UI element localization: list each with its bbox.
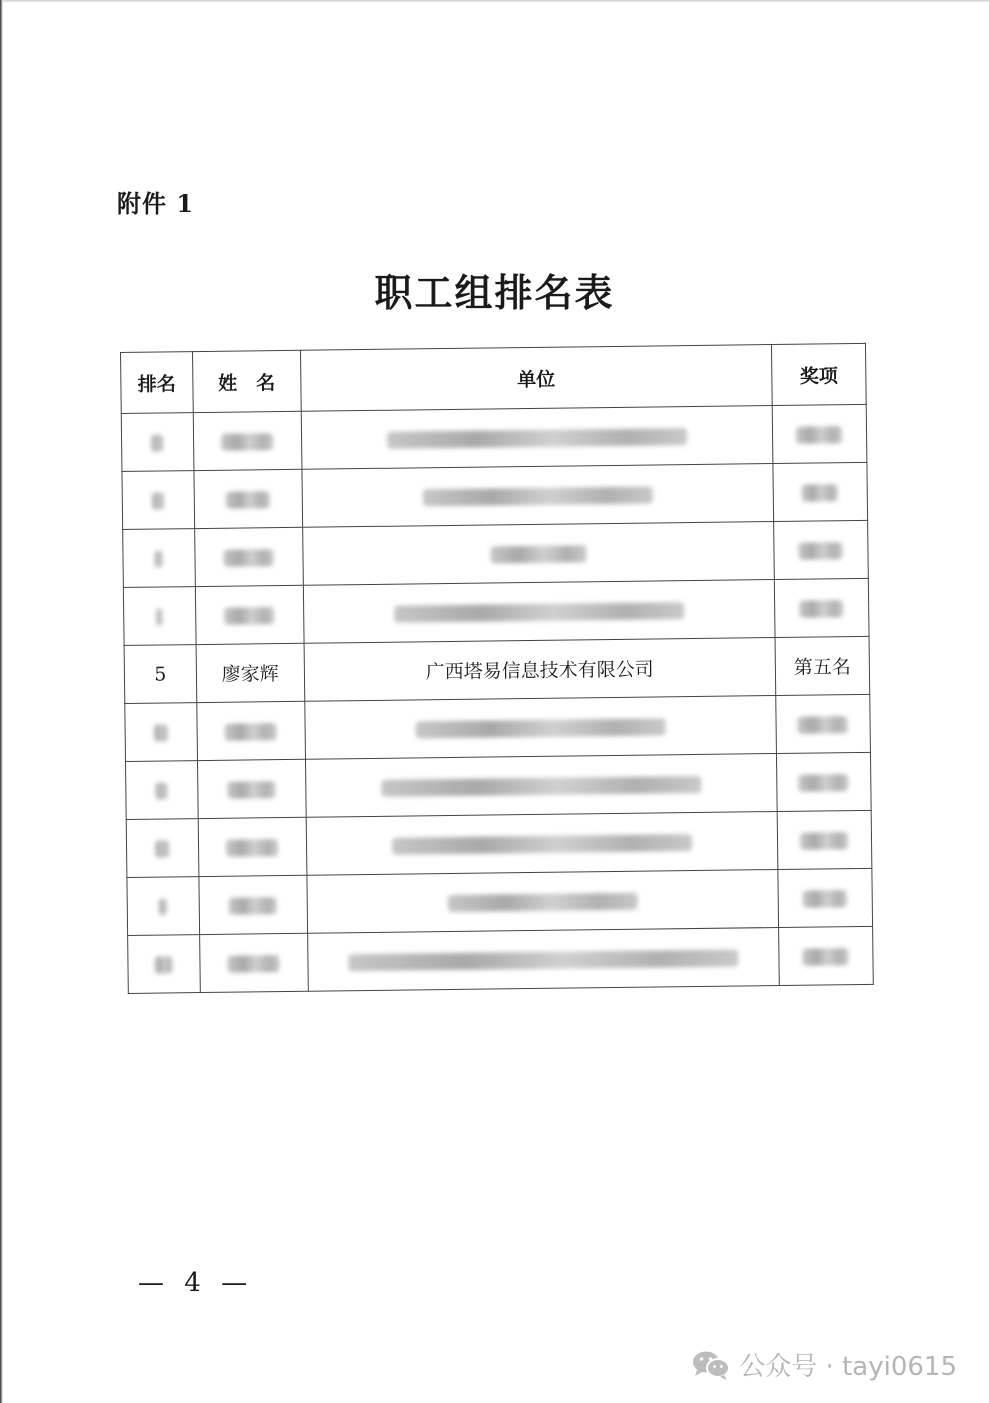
attachment-label: 附件 1 bbox=[117, 189, 195, 218]
cell-name bbox=[197, 701, 305, 760]
table-row bbox=[125, 694, 871, 761]
cell-rank bbox=[126, 761, 199, 820]
redacted-text bbox=[155, 550, 163, 567]
cell-award bbox=[776, 752, 871, 811]
table-row bbox=[122, 462, 868, 529]
redacted-text bbox=[154, 724, 168, 741]
redacted-text bbox=[803, 948, 849, 966]
redacted-text bbox=[798, 716, 848, 734]
cell-unit: 广西塔易信息技术有限公司 bbox=[304, 638, 776, 702]
table-row bbox=[121, 404, 867, 471]
redacted-text bbox=[422, 487, 652, 507]
cell-unit bbox=[307, 870, 779, 934]
redacted-text bbox=[803, 890, 847, 908]
redacted-text bbox=[228, 955, 280, 973]
cell-award: 第五名 bbox=[775, 636, 870, 695]
cell-award bbox=[777, 810, 872, 869]
table-row bbox=[126, 752, 872, 819]
redacted-text bbox=[226, 839, 278, 857]
cell-rank bbox=[126, 819, 199, 878]
redacted-text bbox=[348, 949, 738, 971]
redacted-text bbox=[415, 718, 665, 738]
cell-name: 廖家辉 bbox=[196, 643, 304, 702]
page-edge-top bbox=[0, 0, 989, 3]
cell-award bbox=[778, 926, 873, 985]
cell-name bbox=[195, 585, 303, 644]
cell-name bbox=[197, 759, 305, 818]
header-name: 姓 名 bbox=[192, 350, 301, 412]
table-header-row bbox=[121, 343, 867, 413]
watermark-text: 公众号 · tayi0615 bbox=[739, 1352, 957, 1382]
redacted-text bbox=[225, 723, 277, 741]
cell-award bbox=[773, 462, 868, 521]
cell-name bbox=[199, 933, 307, 992]
cell-rank bbox=[125, 703, 198, 762]
cell-name bbox=[198, 817, 306, 876]
redacted-text bbox=[394, 602, 684, 623]
cell-unit bbox=[306, 812, 778, 876]
redacted-text bbox=[151, 434, 163, 451]
cell-award bbox=[778, 868, 873, 927]
redacted-text bbox=[802, 484, 838, 501]
table-row bbox=[124, 636, 870, 703]
cell-rank bbox=[121, 413, 194, 472]
redacted-text bbox=[800, 600, 844, 618]
redacted-text bbox=[799, 542, 843, 560]
table-row bbox=[127, 868, 873, 935]
redacted-text bbox=[229, 897, 277, 915]
cell-unit bbox=[301, 406, 773, 470]
redacted-text bbox=[156, 782, 168, 799]
cell-award bbox=[772, 404, 867, 463]
cell-name bbox=[199, 875, 307, 934]
redacted-text bbox=[447, 893, 637, 912]
page-title: 职工组排名表 bbox=[374, 270, 615, 315]
cell-rank bbox=[122, 471, 195, 530]
redacted-text bbox=[157, 608, 163, 625]
redacted-text bbox=[490, 545, 586, 563]
table-body bbox=[121, 404, 873, 993]
wechat-icon bbox=[691, 1349, 731, 1381]
cell-rank bbox=[123, 587, 196, 646]
table-row bbox=[128, 926, 874, 993]
redacted-text bbox=[796, 426, 842, 444]
cell-rank bbox=[128, 935, 201, 994]
header-unit: 单位 bbox=[300, 345, 772, 412]
redacted-text bbox=[228, 781, 276, 799]
header-rank: 排名 bbox=[121, 352, 194, 414]
ranking-table-wrapper bbox=[120, 343, 874, 994]
redacted-text bbox=[159, 898, 167, 915]
cell-unit bbox=[307, 927, 779, 991]
page-number: — 4 — bbox=[138, 1268, 254, 1298]
watermark bbox=[691, 1346, 957, 1383]
cell-unit bbox=[303, 580, 775, 644]
cell-name bbox=[193, 411, 301, 470]
redacted-text bbox=[799, 774, 849, 792]
table-row bbox=[126, 810, 872, 877]
cell-rank: 5 bbox=[124, 645, 197, 704]
redacted-text bbox=[221, 433, 273, 451]
cell-unit bbox=[305, 754, 777, 818]
table-row bbox=[123, 578, 869, 645]
cell-award bbox=[774, 578, 869, 637]
ranking-table bbox=[120, 343, 874, 994]
cell-rank bbox=[127, 877, 200, 936]
redacted-text bbox=[381, 776, 701, 797]
header-award: 奖项 bbox=[771, 343, 866, 405]
redacted-text bbox=[392, 834, 692, 855]
cell-unit bbox=[302, 464, 774, 528]
redacted-text bbox=[155, 840, 169, 857]
redacted-text bbox=[800, 832, 848, 850]
cell-award bbox=[776, 694, 871, 753]
redacted-text bbox=[155, 956, 173, 973]
cell-unit bbox=[302, 522, 774, 586]
cell-unit bbox=[304, 696, 776, 760]
cell-name bbox=[195, 527, 303, 586]
redacted-text bbox=[387, 428, 687, 449]
redacted-text bbox=[226, 491, 270, 509]
page-edge-left bbox=[0, 0, 3, 1403]
table-row bbox=[123, 520, 869, 587]
redacted-text bbox=[152, 492, 164, 509]
cell-award bbox=[774, 520, 869, 579]
redacted-text bbox=[224, 607, 274, 625]
cell-rank bbox=[123, 529, 196, 588]
redacted-text bbox=[224, 549, 274, 567]
cell-name bbox=[194, 469, 302, 528]
